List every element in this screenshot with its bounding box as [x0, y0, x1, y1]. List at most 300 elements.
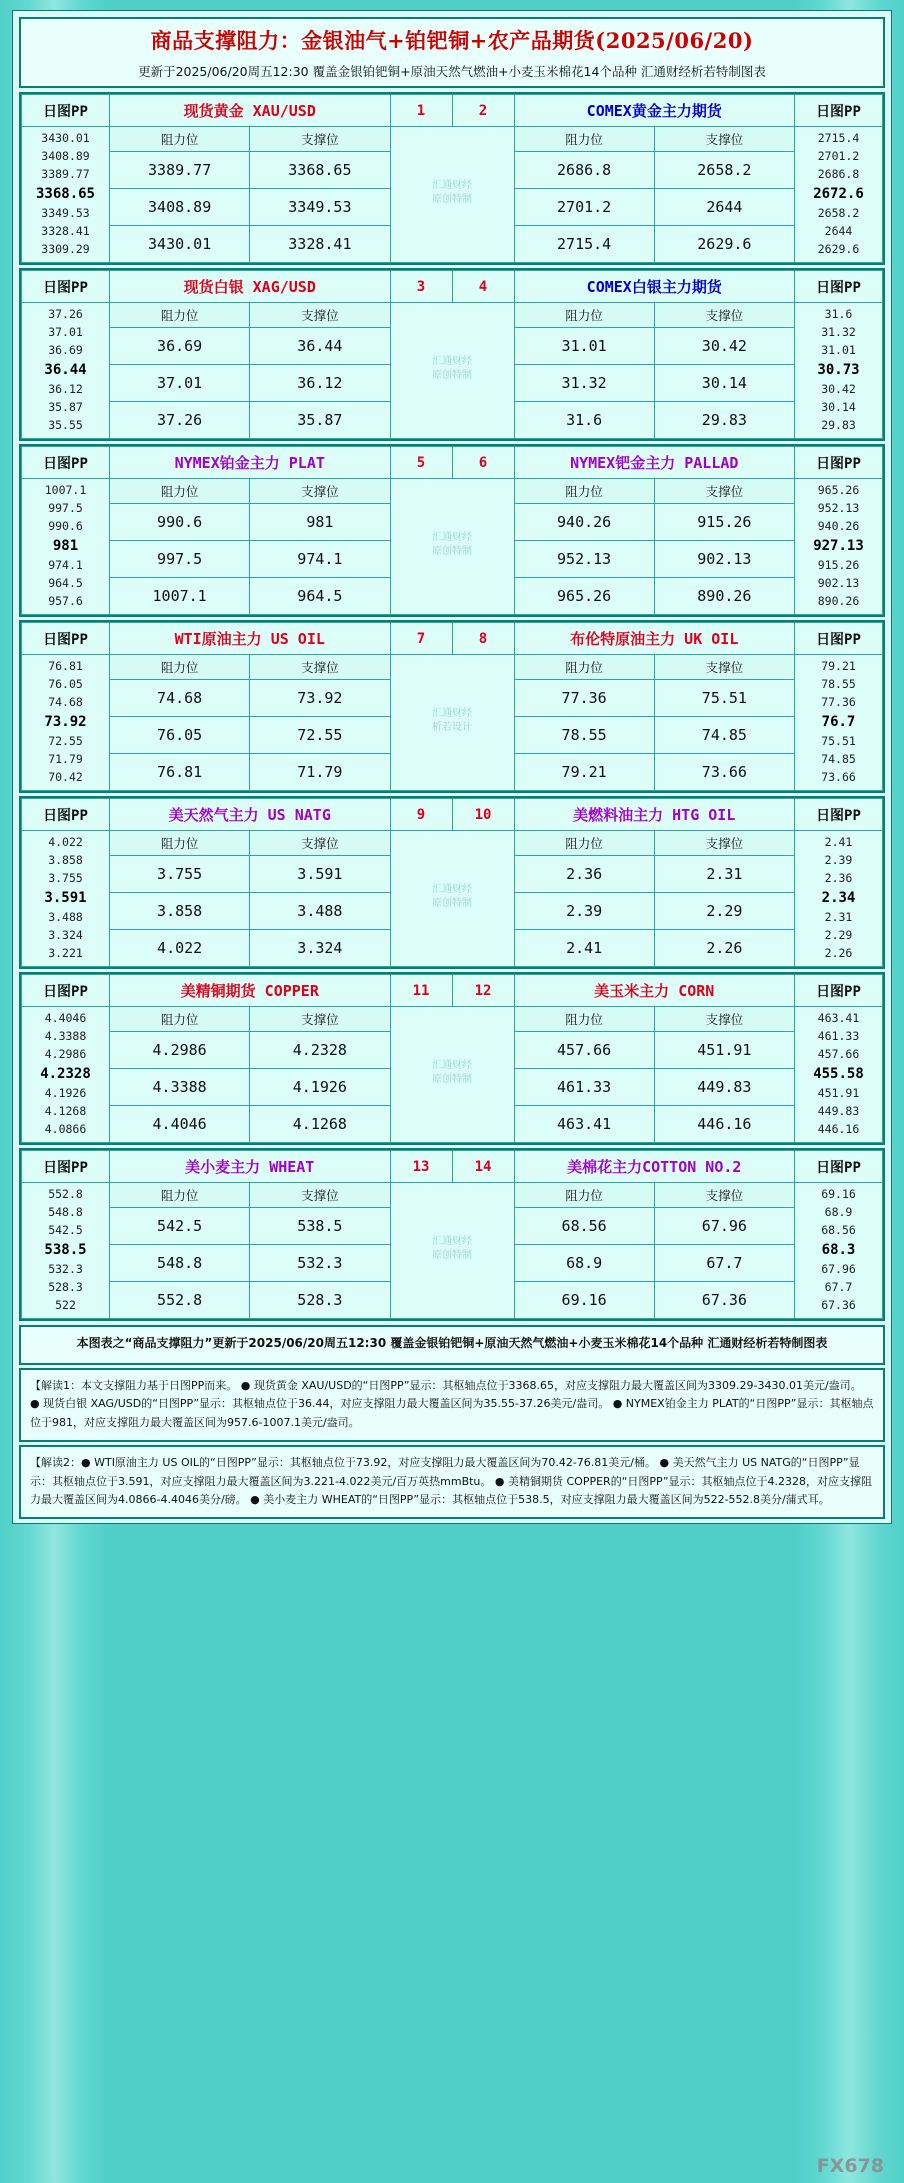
left-resistance-value: 36.69: [110, 328, 250, 365]
left-support-header: 支撑位: [250, 1007, 390, 1032]
right-instrument-name: 美棉花主力COTTON NO.2: [514, 1151, 795, 1183]
center-watermark-cell: [390, 1183, 514, 1319]
left-support-value: 3.488: [250, 893, 390, 930]
right-support-value: 67.7: [654, 1245, 794, 1282]
page-subtitle: 更新于2025/06/20周五12:30 覆盖金银铂钯铜+原油天然气燃油+小麦玉米棉花14个品种 汇通财经析若特制图表: [138, 64, 766, 79]
right-pivot-list-cell: [795, 303, 883, 439]
left-resistance-value: 1007.1: [110, 578, 250, 615]
pivot-level: 30.14: [821, 400, 856, 415]
right-resistance-header: 阻力位: [514, 831, 654, 856]
right-pivot-list: [795, 1184, 882, 1317]
pivot-level: 522: [55, 1297, 76, 1312]
left-instrument-name: NYMEX铂金主力 PLAT: [110, 447, 391, 479]
pivot-level: 461.33: [817, 1029, 860, 1044]
left-pivot-list-cell: [22, 1007, 110, 1143]
left-support-header: 支撑位: [250, 303, 390, 328]
left-resistance-header: 阻力位: [110, 303, 250, 328]
pivot-level: 31.6: [824, 307, 853, 322]
pivot-level: 36.12: [48, 382, 83, 397]
block-header-row: [22, 447, 883, 479]
block-subheader-row: [22, 127, 883, 152]
pivot-level: 3328.41: [41, 224, 90, 239]
pivot-level: 957.6: [48, 593, 83, 608]
right-resistance-header: 阻力位: [514, 127, 654, 152]
pivot-level: 3430.01: [41, 131, 90, 146]
pivot-level: 2658.2: [817, 206, 860, 221]
left-resistance-value: 3430.01: [110, 226, 250, 263]
right-support-value: 2.31: [654, 856, 794, 893]
left-support-value: 72.55: [250, 717, 390, 754]
pivot-level: 451.91: [817, 1086, 860, 1101]
right-resistance-value: 68.56: [514, 1208, 654, 1245]
left-support-value: 3328.41: [250, 226, 390, 263]
right-resistance-header: 阻力位: [514, 1007, 654, 1032]
right-resistance-value: 940.26: [514, 504, 654, 541]
pivot-level: 3.858: [48, 853, 83, 868]
pivot-level: 2715.4: [817, 131, 860, 146]
right-pp-header: 日图PP: [795, 95, 883, 127]
pivot-level: 2629.6: [817, 241, 860, 256]
instrument-table: [21, 270, 883, 439]
pivot-level: 31.01: [821, 342, 856, 357]
left-pp-header: 日图PP: [22, 1151, 110, 1183]
pivot-level: 67.36: [821, 1297, 856, 1312]
pivot-level: 927.13: [813, 537, 864, 554]
left-pp-header: 日图PP: [22, 447, 110, 479]
right-resistance-header: 阻力位: [514, 1183, 654, 1208]
content-panel: [12, 10, 892, 1524]
left-support-header: 支撑位: [250, 127, 390, 152]
pivot-level: 3408.89: [41, 149, 90, 164]
right-index-number: 8: [452, 623, 514, 655]
right-support-value: 29.83: [654, 402, 794, 439]
left-pp-header: 日图PP: [22, 95, 110, 127]
left-instrument-name: 美天然气主力 US NATG: [110, 799, 391, 831]
right-support-value: 915.26: [654, 504, 794, 541]
pivot-level: 2.26: [824, 945, 853, 960]
left-pp-header: 日图PP: [22, 271, 110, 303]
block-header-row: [22, 975, 883, 1007]
left-resistance-value: 76.05: [110, 717, 250, 754]
left-support-value: 4.1268: [250, 1106, 390, 1143]
pivot-level: 940.26: [817, 518, 860, 533]
left-resistance-header: 阻力位: [110, 655, 250, 680]
pivot-level: 2686.8: [817, 166, 860, 181]
pivot-level: 463.41: [817, 1011, 860, 1026]
pivot-level: 4.4046: [44, 1011, 87, 1026]
pivot-level: 4.0866: [44, 1121, 87, 1136]
left-resistance-value: 548.8: [110, 1245, 250, 1282]
pivot-level: 4.1926: [44, 1086, 87, 1101]
pivot-level: 73.66: [821, 769, 856, 784]
left-resistance-header: 阻力位: [110, 479, 250, 504]
right-support-value: 67.96: [654, 1208, 794, 1245]
right-support-value: 75.51: [654, 680, 794, 717]
left-pp-header: 日图PP: [22, 623, 110, 655]
right-resistance-value: 2715.4: [514, 226, 654, 263]
pivot-level: 4.022: [48, 835, 83, 850]
right-support-value: 2629.6: [654, 226, 794, 263]
right-instrument-name: 美燃料油主力 HTG OIL: [514, 799, 795, 831]
pivot-level: 79.21: [821, 659, 856, 674]
watermark-text: 汇通财经 原创特制: [432, 531, 472, 557]
right-resistance-value: 952.13: [514, 541, 654, 578]
right-support-header: 支撑位: [654, 127, 794, 152]
left-support-value: 4.2328: [250, 1032, 390, 1069]
pivot-level: 68.56: [821, 1222, 856, 1237]
pivot-level: 997.5: [48, 501, 83, 516]
watermark-text: 汇通财经 原创特制: [432, 883, 472, 909]
pivot-level: 4.1268: [44, 1104, 87, 1119]
pivot-level: 36.69: [48, 342, 83, 357]
block-subheader-row: [22, 303, 883, 328]
block-subheader-row: [22, 479, 883, 504]
right-resistance-value: 2.36: [514, 856, 654, 893]
block-header-row: [22, 799, 883, 831]
left-support-value: 36.44: [250, 328, 390, 365]
right-resistance-value: 463.41: [514, 1106, 654, 1143]
right-index-number: 2: [452, 95, 514, 127]
left-support-value: 35.87: [250, 402, 390, 439]
pivot-level: 964.5: [48, 576, 83, 591]
left-support-value: 528.3: [250, 1282, 390, 1319]
left-resistance-header: 阻力位: [110, 831, 250, 856]
instrument-table: [21, 974, 883, 1143]
pivot-level: 990.6: [48, 518, 83, 533]
right-pivot-list: [795, 656, 882, 789]
left-index-number: 1: [390, 95, 452, 127]
left-support-value: 532.3: [250, 1245, 390, 1282]
pivot-level: 76.81: [48, 659, 83, 674]
right-instrument-name: COMEX白银主力期货: [514, 271, 795, 303]
right-resistance-value: 68.9: [514, 1245, 654, 1282]
right-resistance-value: 77.36: [514, 680, 654, 717]
pivot-level: 548.8: [48, 1205, 83, 1220]
instrument-block: [19, 444, 885, 617]
center-watermark-cell: [390, 655, 514, 791]
pivot-level: 3389.77: [41, 166, 90, 181]
title-block: [19, 17, 885, 88]
pivot-level: 3309.29: [41, 241, 90, 256]
right-instrument-name: 布伦特原油主力 UK OIL: [514, 623, 795, 655]
right-pivot-list: [795, 480, 882, 613]
left-support-value: 73.92: [250, 680, 390, 717]
pivot-level: 3.488: [48, 910, 83, 925]
block-subheader-row: [22, 1007, 883, 1032]
note-2-text: 【解读2：● WTI原油主力 US OIL的“日图PP”显示：其枢轴点位于73.92，对应支撑阻力最大覆盖区间为70.42-76.81美元/桶。 ● 美天然气主力 US NATG的“日图PP”显示：其枢轴点位于3.591，对应支撑阻力最大覆盖区间为3.221-4.022美元/百万英热mmBtu。 ● 美精铜期货 COPPER的“日图PP”显示：其枢轴点位于4.2328，对应支撑阻力最大覆盖区间为4.0866-4.4046美分/磅。 ● 美小麦主力 WHEAT的“日图PP”显示：其枢轴点位于538.5，对应支撑阻力最大覆盖区间为522-552.8美分/蒲式耳。: [30, 1455, 873, 1507]
right-index-number: 6: [452, 447, 514, 479]
pivot-level: 446.16: [817, 1121, 860, 1136]
pivot-level: 542.5: [48, 1222, 83, 1237]
block-header-row: [22, 623, 883, 655]
pivot-level: 73.92: [44, 713, 87, 730]
right-pivot-list-cell: [795, 479, 883, 615]
right-pivot-list: [795, 1008, 882, 1141]
left-pivot-list: [22, 1184, 109, 1317]
footer-summary: [19, 1325, 885, 1365]
left-support-header: 支撑位: [250, 831, 390, 856]
left-instrument-name: 美精铜期货 COPPER: [110, 975, 391, 1007]
left-pivot-list-cell: [22, 1183, 110, 1319]
right-resistance-value: 2701.2: [514, 189, 654, 226]
instrument-block: [19, 796, 885, 969]
right-resistance-value: 79.21: [514, 754, 654, 791]
left-index-number: 9: [390, 799, 452, 831]
left-resistance-header: 阻力位: [110, 1007, 250, 1032]
pivot-level: 2.31: [824, 910, 853, 925]
left-resistance-value: 3.755: [110, 856, 250, 893]
right-resistance-value: 78.55: [514, 717, 654, 754]
left-resistance-header: 阻力位: [110, 1183, 250, 1208]
pivot-level: 457.66: [817, 1046, 860, 1061]
left-resistance-value: 990.6: [110, 504, 250, 541]
left-pivot-list: [22, 480, 109, 613]
pivot-level: 77.36: [821, 694, 856, 709]
pivot-level: 3368.65: [35, 185, 95, 202]
block-header-row: [22, 1151, 883, 1183]
right-pivot-list-cell: [795, 655, 883, 791]
instrument-block: [19, 620, 885, 793]
pivot-level: 75.51: [821, 734, 856, 749]
left-index-number: 7: [390, 623, 452, 655]
pivot-level: 74.85: [821, 752, 856, 767]
right-pivot-list: [795, 128, 882, 261]
left-resistance-value: 74.68: [110, 680, 250, 717]
blocks-container: [19, 92, 885, 1321]
right-index-number: 14: [452, 1151, 514, 1183]
right-pp-header: 日图PP: [795, 271, 883, 303]
pivot-level: 30.73: [817, 361, 860, 378]
left-resistance-value: 37.01: [110, 365, 250, 402]
pivot-level: 69.16: [821, 1187, 856, 1202]
watermark-text: 汇通财经 析若设计: [432, 707, 472, 733]
right-resistance-value: 69.16: [514, 1282, 654, 1319]
pivot-level: 3.591: [44, 889, 87, 906]
right-pp-header: 日图PP: [795, 623, 883, 655]
pivot-level: 2.39: [824, 853, 853, 868]
left-resistance-value: 4.4046: [110, 1106, 250, 1143]
right-instrument-name: COMEX黄金主力期货: [514, 95, 795, 127]
left-resistance-value: 76.81: [110, 754, 250, 791]
pivot-level: 68.9: [824, 1205, 853, 1220]
right-index-number: 12: [452, 975, 514, 1007]
right-resistance-header: 阻力位: [514, 479, 654, 504]
left-support-header: 支撑位: [250, 479, 390, 504]
left-resistance-value: 3408.89: [110, 189, 250, 226]
center-watermark-cell: [390, 303, 514, 439]
right-support-header: 支撑位: [654, 1007, 794, 1032]
right-support-value: 67.36: [654, 1282, 794, 1319]
footer-line: 本图表之“商品支撑阻力”更新于2025/06/20周五12:30 覆盖金银铂钯铜+原油天然气燃油+小麦玉米棉花14个品种 汇通财经析若特制图表: [76, 1336, 828, 1350]
left-support-value: 964.5: [250, 578, 390, 615]
block-subheader-row: [22, 831, 883, 856]
left-resistance-value: 3.858: [110, 893, 250, 930]
right-pivot-list: [795, 304, 882, 437]
pivot-level: 2.41: [824, 835, 853, 850]
pivot-level: 2.34: [821, 889, 856, 906]
right-support-value: 73.66: [654, 754, 794, 791]
pivot-level: 29.83: [821, 417, 856, 432]
left-index-number: 13: [390, 1151, 452, 1183]
left-instrument-name: 现货黄金 XAU/USD: [110, 95, 391, 127]
left-pp-header: 日图PP: [22, 799, 110, 831]
right-pp-header: 日图PP: [795, 975, 883, 1007]
left-resistance-value: 4.2986: [110, 1032, 250, 1069]
right-pivot-list-cell: [795, 1183, 883, 1319]
right-resistance-header: 阻力位: [514, 655, 654, 680]
pivot-level: 902.13: [817, 576, 860, 591]
instrument-table: [21, 94, 883, 263]
page-title: 商品支撑阻力：金银油气+铂钯铜+农产品期货(2025/06/20): [150, 28, 754, 53]
watermark-text: 汇通财经 原创特制: [432, 355, 472, 381]
pivot-level: 2701.2: [817, 149, 860, 164]
right-resistance-value: 31.01: [514, 328, 654, 365]
right-support-header: 支撑位: [654, 655, 794, 680]
left-pivot-list: [22, 656, 109, 789]
right-resistance-value: 2686.8: [514, 152, 654, 189]
center-watermark-cell: [390, 1007, 514, 1143]
right-resistance-value: 31.32: [514, 365, 654, 402]
left-index-number: 11: [390, 975, 452, 1007]
left-instrument-name: 美小麦主力 WHEAT: [110, 1151, 391, 1183]
pivot-level: 2672.6: [813, 185, 864, 202]
right-support-value: 2.26: [654, 930, 794, 967]
pivot-level: 67.7: [824, 1280, 853, 1295]
pivot-level: 3.324: [48, 928, 83, 943]
left-pp-header: 日图PP: [22, 975, 110, 1007]
right-support-value: 74.85: [654, 717, 794, 754]
pivot-level: 37.26: [48, 307, 83, 322]
instrument-block: [19, 92, 885, 265]
block-header-row: [22, 95, 883, 127]
pivot-level: 30.42: [821, 382, 856, 397]
right-support-value: 449.83: [654, 1069, 794, 1106]
pivot-level: 36.44: [44, 361, 87, 378]
left-pivot-list-cell: [22, 479, 110, 615]
left-pivot-list: [22, 1008, 109, 1141]
watermark-text: 汇通财经 原创特制: [432, 1059, 472, 1085]
pivot-level: 35.55: [48, 417, 83, 432]
instrument-block: [19, 972, 885, 1145]
pivot-level: 3.755: [48, 870, 83, 885]
pivot-level: 2.29: [824, 928, 853, 943]
pivot-level: 455.58: [813, 1065, 864, 1082]
pivot-level: 890.26: [817, 593, 860, 608]
pivot-level: 76.7: [821, 713, 856, 730]
right-index-number: 4: [452, 271, 514, 303]
pivot-level: 4.3388: [44, 1029, 87, 1044]
right-support-value: 446.16: [654, 1106, 794, 1143]
pivot-level: 981: [52, 537, 79, 554]
pivot-level: 2644: [824, 224, 853, 239]
note-2: [19, 1445, 885, 1519]
right-support-header: 支撑位: [654, 1183, 794, 1208]
pivot-level: 71.79: [48, 752, 83, 767]
right-resistance-value: 457.66: [514, 1032, 654, 1069]
right-resistance-value: 965.26: [514, 578, 654, 615]
center-watermark-cell: [390, 479, 514, 615]
right-support-header: 支撑位: [654, 479, 794, 504]
right-support-value: 902.13: [654, 541, 794, 578]
pivot-level: 72.55: [48, 734, 83, 749]
right-support-header: 支撑位: [654, 303, 794, 328]
left-support-value: 538.5: [250, 1208, 390, 1245]
block-subheader-row: [22, 655, 883, 680]
left-resistance-header: 阻力位: [110, 127, 250, 152]
pivot-level: 35.87: [48, 400, 83, 415]
pivot-level: 37.01: [48, 325, 83, 340]
right-support-value: 2.29: [654, 893, 794, 930]
pivot-level: 1007.1: [44, 483, 87, 498]
left-resistance-value: 37.26: [110, 402, 250, 439]
left-index-number: 5: [390, 447, 452, 479]
right-pivot-list-cell: [795, 127, 883, 263]
pivot-level: 538.5: [44, 1241, 87, 1258]
right-support-value: 2658.2: [654, 152, 794, 189]
right-instrument-name: NYMEX钯金主力 PALLAD: [514, 447, 795, 479]
pivot-level: 31.32: [821, 325, 856, 340]
left-resistance-value: 542.5: [110, 1208, 250, 1245]
pivot-level: 78.55: [821, 677, 856, 692]
center-watermark-cell: [390, 831, 514, 967]
left-support-header: 支撑位: [250, 655, 390, 680]
left-support-value: 981: [250, 504, 390, 541]
pivot-level: 532.3: [48, 1262, 83, 1277]
note-1-text: 【解读1：本文支撑阻力基于日图PP而来。 ● 现货黄金 XAU/USD的“日图PP”显示：其枢轴点位于3368.65，对应支撑阻力最大覆盖区间为3309.29-3430.01美元/盎司。 ● 现货白银 XAG/USD的“日图PP”显示：其枢轴点位于36.44，对应支撑阻力最大覆盖区间为35.55-37.26美元/盎司。 ● NYMEX铂金主力 PLAT的“日图PP”显示：其枢轴点位于981，对应支撑阻力最大覆盖区间为957.6-1007.1美元/盎司。: [30, 1378, 874, 1430]
pivot-level: 67.96: [821, 1262, 856, 1277]
right-resistance-value: 2.41: [514, 930, 654, 967]
pivot-level: 552.8: [48, 1187, 83, 1202]
pivot-level: 76.05: [48, 677, 83, 692]
left-support-value: 974.1: [250, 541, 390, 578]
right-support-value: 30.42: [654, 328, 794, 365]
left-instrument-name: 现货白银 XAG/USD: [110, 271, 391, 303]
pivot-level: 449.83: [817, 1104, 860, 1119]
pivot-level: 3349.53: [41, 206, 90, 221]
right-pivot-list: [795, 832, 882, 965]
instrument-block: [19, 268, 885, 441]
right-pp-header: 日图PP: [795, 799, 883, 831]
left-resistance-value: 997.5: [110, 541, 250, 578]
center-watermark-cell: [390, 127, 514, 263]
instrument-block: [19, 1148, 885, 1321]
left-resistance-value: 4.3388: [110, 1069, 250, 1106]
left-support-value: 71.79: [250, 754, 390, 791]
pivot-level: 68.3: [821, 1241, 856, 1258]
left-pivot-list: [22, 832, 109, 965]
right-pivot-list-cell: [795, 1007, 883, 1143]
left-pivot-list-cell: [22, 127, 110, 263]
block-header-row: [22, 271, 883, 303]
pivot-level: 528.3: [48, 1280, 83, 1295]
right-support-header: 支撑位: [654, 831, 794, 856]
right-support-value: 30.14: [654, 365, 794, 402]
watermark-text: 汇通财经 原创特制: [432, 179, 472, 205]
instrument-table: [21, 798, 883, 967]
left-support-value: 4.1926: [250, 1069, 390, 1106]
right-support-value: 451.91: [654, 1032, 794, 1069]
left-support-value: 3349.53: [250, 189, 390, 226]
left-pivot-list-cell: [22, 655, 110, 791]
instrument-table: [21, 446, 883, 615]
left-pivot-list-cell: [22, 831, 110, 967]
brand-watermark: FX678: [816, 2155, 884, 2177]
right-index-number: 10: [452, 799, 514, 831]
pivot-level: 952.13: [817, 501, 860, 516]
left-index-number: 3: [390, 271, 452, 303]
watermark-text: 汇通财经 原创特制: [432, 1235, 472, 1261]
left-support-value: 3368.65: [250, 152, 390, 189]
